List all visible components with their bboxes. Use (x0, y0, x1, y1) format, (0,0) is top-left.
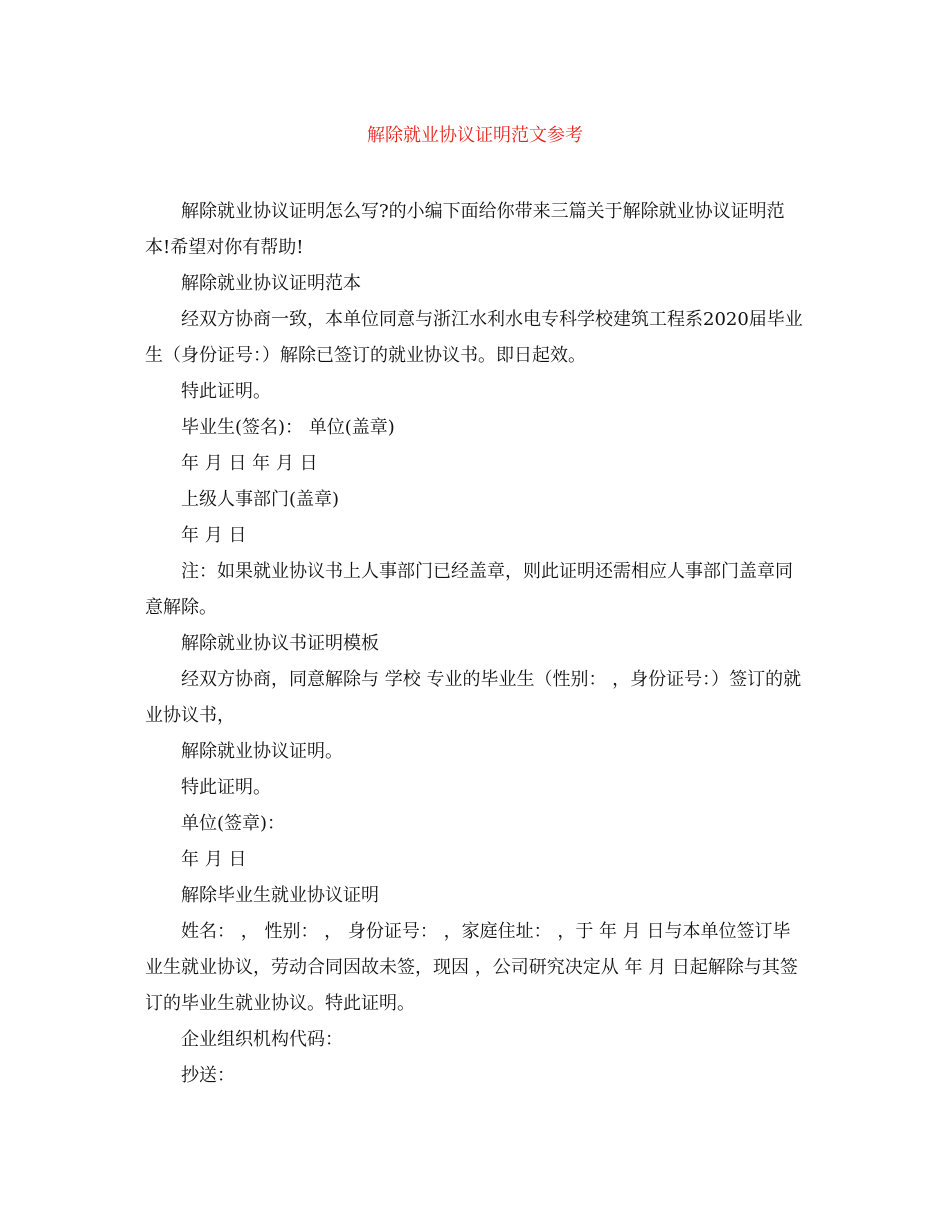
note-paragraph: 注：如果就业协议书上人事部门已经盖章，则此证明还需相应人事部门盖章同意解除。 (145, 561, 793, 618)
paragraph-certify-1: 特此证明。 (181, 381, 271, 402)
paragraph-certify-2: 特此证明。 (181, 777, 271, 798)
signature-line-2: 单位(签章)： (181, 813, 286, 834)
hr-stamp-line: 上级人事部门(盖章) (181, 489, 340, 510)
heading-sample-1: 解除就业协议证明范本 (181, 273, 361, 294)
paragraph-agreement-1: 经双方协商一致，本单位同意与浙江水利水电专科学校建筑工程系2020届毕业生（身份证号：）解除已签订的就业协议书。即日起效。 (145, 309, 803, 366)
date-line-2: 年 月 日 (181, 525, 247, 546)
org-code-line: 企业组织机构代码： (181, 1029, 343, 1050)
paragraph-release: 解除就业协议证明。 (181, 741, 343, 762)
document-body (145, 194, 805, 1094)
signature-line-1: 毕业生(签名)： 单位(盖章) (181, 417, 395, 438)
paragraph-agreement-2: 经双方协商，同意解除与 学校 专业的毕业生（性别： ，身份证号：）签订的就业协议书， (145, 669, 802, 726)
paragraph-agreement-3: 姓名： ， 性别： ， 身份证号： ，家庭住址： ，于 年 月 日与本单位签订毕业生就业协议，劳动合同因故未签，现因 ，公司研究决定从 年 月 日起解除与其签订的毕业生就业协议。特此证明。 (145, 921, 798, 1014)
document-title: 解除就业协议证明范文参考 (367, 125, 583, 146)
cc-line: 抄送： (181, 1065, 235, 1086)
heading-sample-3: 解除毕业生就业协议证明 (181, 885, 379, 906)
heading-sample-2: 解除就业协议书证明模板 (181, 633, 379, 654)
paragraph-intro: 解除就业协议证明怎么写?的小编下面给你带来三篇关于解除就业协议证明范本!希望对你有帮助! (145, 201, 785, 258)
date-line-1: 年 月 日 年 月 日 (181, 453, 318, 474)
date-line-3: 年 月 日 (181, 849, 247, 870)
